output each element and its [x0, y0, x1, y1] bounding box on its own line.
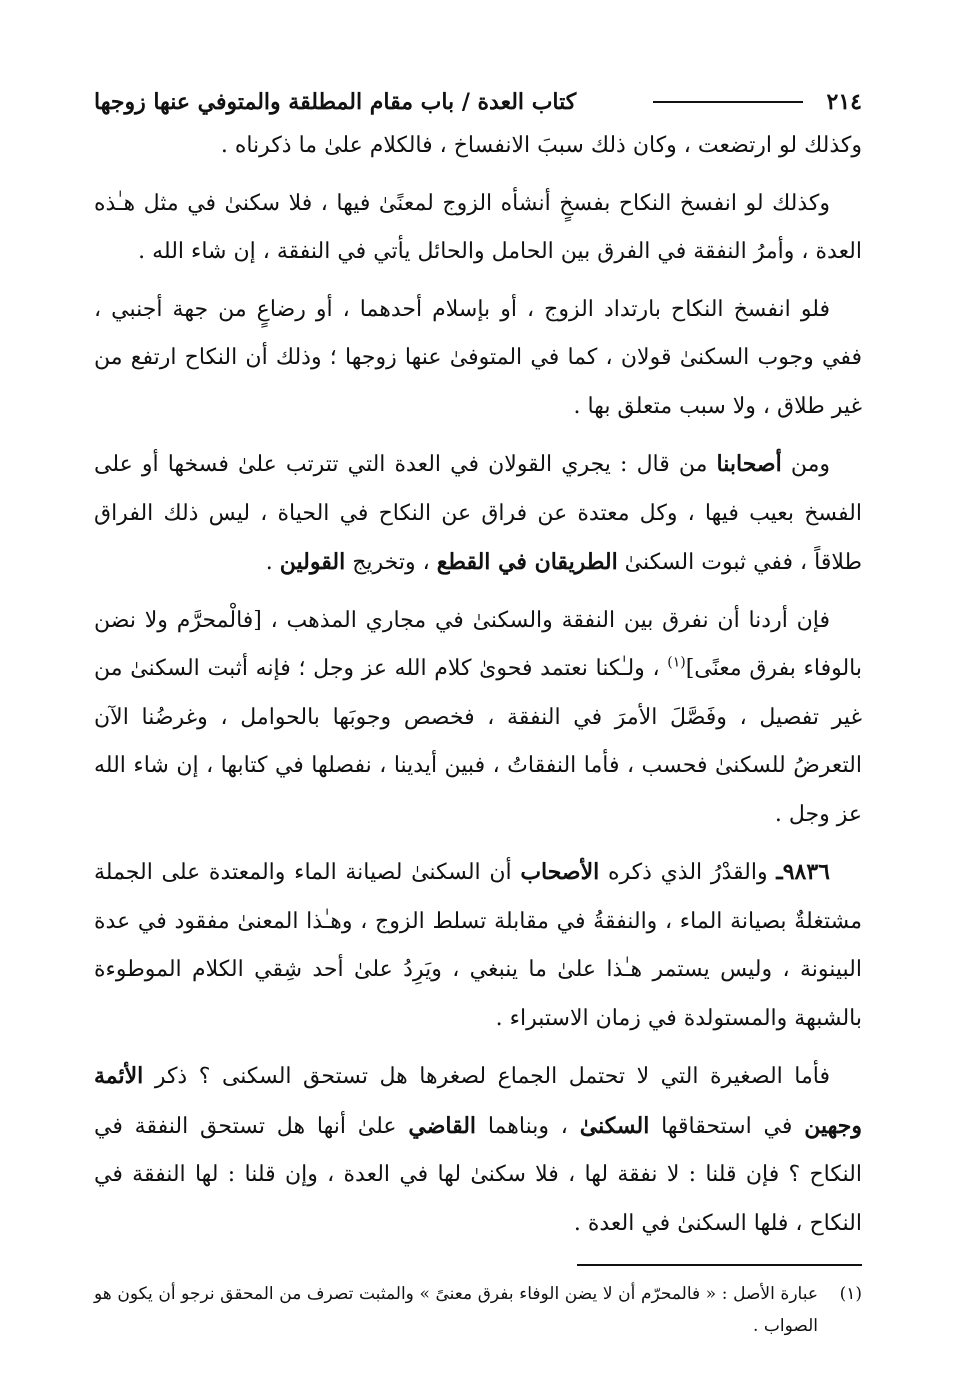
paragraph-6	[94, 848, 862, 1043]
paragraph-2: وكذلك لو انفسخ النكاح بفسخٍ أنشأه الزوج لمعنًىٰ فيها ، فلا سكنىٰ في مثل هـٰذه العدة ، وأمرُ النفقة في الفرق بين الحامل والحائل يأتي في النفقة ، إن شاء الله .	[94, 190, 862, 264]
paragraph-7	[94, 1052, 862, 1248]
main-text	[94, 122, 862, 1248]
p4-text-4: .	[265, 550, 280, 575]
p6-text-2: أن السكنىٰ لصيانة الماء والمعتدة على الجملة مشتغلةٌ بصيانة الماء ، والنفقةُ في مقابلة تسلط الزوج ، وهـٰذا المعنىٰ مفقود في عدة البينونة ، وليس يستمر هـٰذا علىٰ ما ينبغي ، ويَرِدُ علىٰ أحد شِقي الكلام الموطوءة بالشبهة والمستولدة في زمان الاستبراء .	[94, 860, 862, 1031]
p7-text-4: علىٰ أنها هل تستحق النفقة في النكاح ؟ فإن قلنا : لا نفقة لها ، فلا سكنىٰ لها في العدة ، وإن قلنا : لها النفقة في النكاح ، فلها السكنىٰ في العدة .	[94, 1113, 862, 1236]
paragraph-number: ٩٨٣٦ـ	[776, 859, 830, 885]
p7-bold-sukna: السكنىٰ	[579, 1112, 650, 1139]
paragraph-1: وكذلك لو ارتضعت ، وكان ذلك سببَ الانفساخ ، فالكلام علىٰ ما ذكرناه .	[220, 133, 862, 158]
p7-text-2: في استحقاقها	[649, 1113, 805, 1139]
paragraph-3: فلو انفسخ النكاح بارتداد الزوج ، أو بإسلام أحدهما ، أو رضاعٍ من جهة أجنبي ، ففي وجوب السكنىٰ قولان ، كما في المتوفىٰ عنها زوجها ؛ وذلك أن النكاح ارتفع من غير طلاق ، ولا سبب متعلق بها .	[94, 296, 862, 419]
p7-bold-aimma: الأئمة وجهين	[94, 1063, 862, 1139]
footnote-divider	[577, 1264, 862, 1266]
p4-bold-tariqan: الطريقان في القطع	[436, 549, 618, 575]
footnote-text: عبارة الأصل : « فالمحرّم أن لا يضن الوفاء بفرق معنىً » والمثبت تصرف من المحقق نرجو أن يكون هو الصواب .	[94, 1284, 818, 1336]
p4-bold-qawlayn: القولين	[279, 549, 346, 575]
chapter-title: كتاب العدة / باب مقام المطلقة والمتوفي عنها زوجها	[94, 89, 577, 115]
p7-text-3: ، وبناهما	[476, 1113, 580, 1139]
footnote-marker: (١)	[839, 1284, 862, 1304]
p5-text-2: ، ولـٰكنا نعتمد فحوىٰ كلام الله عز وجل ؛ فإنه أثبت السكنىٰ من غير تفصيل ، وفَصَّلَ الأمرَ في النفقة ، فخصص وجوبَها بالحوامل ، وغرضُنا الآن التعرضُ للسكنىٰ فحسب ، فأما النفقاتُ ، فبين أيدينا ، نفصلها في كتابها ، إن شاء الله عز وجل .	[94, 656, 862, 827]
p4-bold-ashabuna: أصحابنا	[716, 451, 782, 477]
p4-text-2: من قال : يجري القولان في العدة التي تترتب علىٰ فسخها أو على الفسخ بعيب فيها ، وكل معتدة عن فراق عن النكاح في الحياة ، ليس ذلك الفراق طلاقاً ، ففي ثبوت السكنىٰ	[94, 452, 862, 575]
p7-bold-qadi: القاضي	[408, 1112, 477, 1139]
p4-text-3: ، وتخريج	[345, 550, 437, 575]
footnote-reference[interactable]: (١)	[667, 654, 686, 671]
paragraph-5	[94, 597, 862, 840]
page-number: ٢١٤	[826, 89, 862, 115]
p4-text-1: ومن	[781, 452, 830, 477]
paragraph-4	[94, 440, 862, 588]
p7-text-1: فأما الصغيرة التي لا تحتمل الجماع لصغرها هل تستحق السكنى ؟ ذكر	[143, 1064, 830, 1089]
p6-text-1: والقدْرُ الذي ذكره	[599, 860, 777, 885]
footnote	[94, 1278, 862, 1342]
p5-text-1: فإن أردنا أن نفرق بين النفقة والسكنىٰ في مجاري المذهب ، [فالْمحرَّم ولا نضن بالوفاء بفرق معنًى]	[94, 607, 862, 681]
running-header	[94, 82, 862, 122]
p6-bold-ashab: الأصحاب	[520, 859, 600, 885]
header-rule	[653, 101, 803, 103]
